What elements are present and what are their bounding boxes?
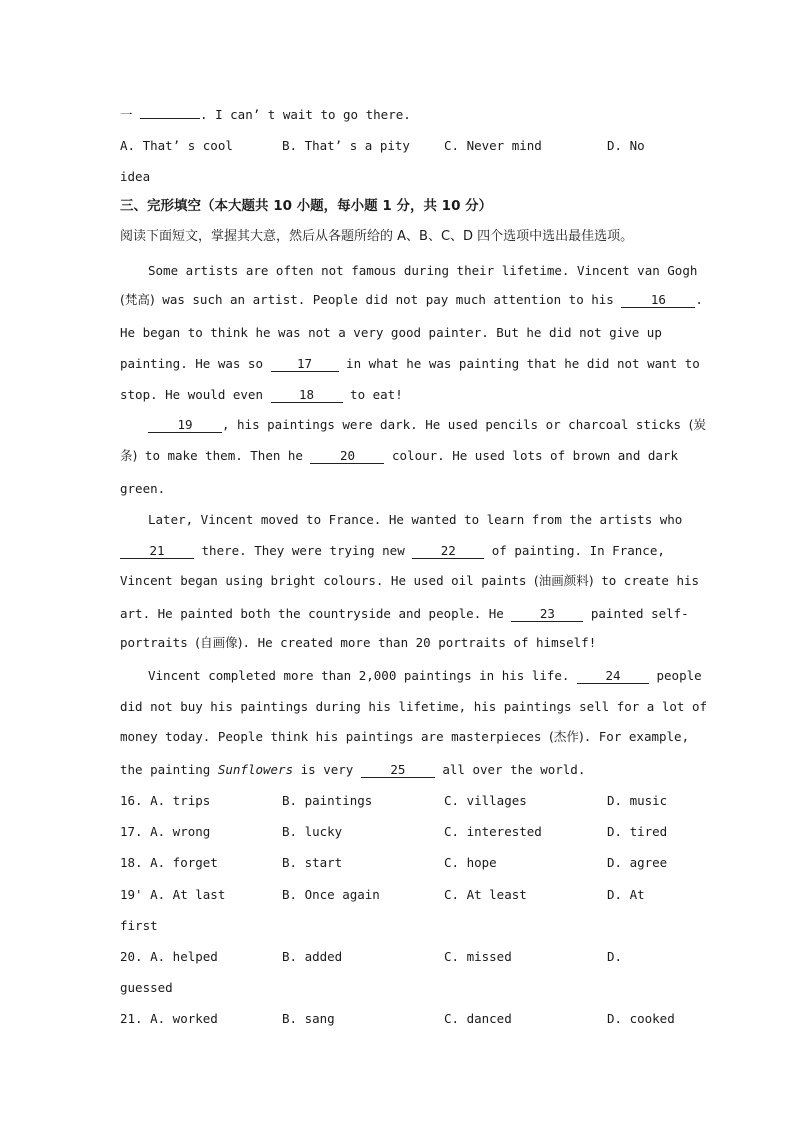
passage-line: He began to think he was not a very good painter. But he did not give up: [120, 325, 662, 340]
gloss: (自画像): [195, 635, 243, 650]
painting-title: Sunflowers: [217, 762, 294, 777]
passage-text: of painting. In France,: [484, 543, 665, 558]
q15-blank: [140, 118, 200, 119]
passage-line: [120, 292, 703, 308]
passage-text: Vincent completed more than 2,000 paintings in his life.: [148, 668, 577, 683]
gloss: (炭: [688, 417, 706, 432]
blank-21: 21: [120, 544, 194, 559]
question-17-d: D. tired: [607, 824, 668, 839]
passage-text: is very: [293, 762, 361, 777]
question-19-c: C. At least: [444, 887, 527, 902]
passage-line: [120, 356, 700, 372]
blank-18: 18: [271, 388, 343, 403]
passage-text: Vincent began using bright colours. He used oil paints: [120, 573, 534, 588]
passage-text: painting. He was so: [120, 356, 271, 371]
passage-text: all over the world.: [434, 762, 586, 777]
question-16-b: B. paintings: [282, 793, 373, 808]
passage-text: . For example,: [583, 729, 690, 744]
passage-line: [148, 668, 702, 684]
passage-line: [120, 387, 403, 403]
passage-text: . He created more than 20 portraits of himself!: [242, 635, 597, 650]
q15-option-c: C. Never mind: [444, 138, 542, 153]
question-20-a: 20. A. helped: [120, 949, 218, 964]
question-20-d: D.: [607, 949, 623, 964]
passage-text: portraits: [120, 635, 196, 650]
blank-25: 25: [361, 763, 435, 778]
question-20-b: B. added: [282, 949, 343, 964]
passage-text: to create his: [593, 573, 700, 588]
passage-line: Later, Vincent moved to France. He wanted to learn from the artists who: [148, 512, 683, 527]
question-18-d: D. agree: [607, 855, 668, 870]
passage-text: painted self-: [583, 606, 689, 621]
q15-option-d: D. No: [607, 138, 645, 153]
blank-24: 24: [577, 669, 649, 684]
question-18-c: C. hope: [444, 855, 497, 870]
question-21-d: D. cooked: [607, 1011, 675, 1026]
passage-line: [120, 762, 585, 778]
question-21-a: 21. A. worked: [120, 1011, 218, 1026]
passage-line: [120, 543, 665, 559]
q15-option-a: A. That’ s cool: [120, 138, 233, 153]
question-18-a: 18. A. forget: [120, 855, 218, 870]
question-17-b: B. lucky: [282, 824, 343, 839]
passage-line: [148, 417, 706, 433]
passage-line: Some artists are often not famous during their lifetime. Vincent van Gogh: [148, 263, 698, 278]
question-16-d: D. music: [607, 793, 668, 808]
question-20-d-wrap: guessed: [120, 980, 173, 995]
passage-line: [120, 606, 689, 622]
passage-line: [120, 448, 678, 464]
passage-line: [120, 635, 596, 651]
gloss: (杰作): [548, 729, 584, 744]
blank-22: 22: [412, 544, 484, 559]
q15-stem: [120, 107, 411, 123]
section-instruction: 阅读下面短文，掌握其大意，然后从各题所给的 A、B、C、D 四个选项中选出最佳选项。: [120, 229, 634, 244]
passage-line: did not buy his paintings during his lifetime, his paintings sell for a lot of: [120, 699, 707, 714]
passage-text: the painting: [120, 762, 218, 777]
passage-line: [120, 729, 689, 745]
q15-stem-text: . I can’ t wait to go there.: [200, 107, 411, 122]
q15-option-b: B. That’ s a pity: [282, 138, 410, 153]
passage-text: to eat!: [342, 387, 403, 402]
passage-text: money today. People think his paintings are masterpieces: [120, 729, 549, 744]
question-19-d: D. At: [607, 887, 645, 902]
blank-16: 16: [621, 293, 695, 308]
question-16-a: 16. A. trips: [120, 793, 211, 808]
section-heading: 三、完形填空（本大题共 10 小题，每小题 1 分，共 10 分）: [120, 198, 493, 214]
passage-text: was such an artist. People did not pay much attention to his: [154, 292, 622, 307]
passage-text: to make them. Then he: [137, 448, 311, 463]
blank-19: 19: [148, 418, 222, 433]
passage-line: [120, 573, 699, 589]
question-17-a: 17. A. wrong: [120, 824, 211, 839]
blank-20: 20: [310, 449, 384, 464]
question-19-d-wrap: first: [120, 918, 158, 933]
question-20-c: C. missed: [444, 949, 512, 964]
passage-text: stop. He would even: [120, 387, 271, 402]
passage-text: people: [648, 668, 702, 683]
passage-text: colour. He used lots of brown and dark: [384, 448, 678, 463]
gloss: 条): [120, 448, 138, 463]
question-18-b: B. start: [282, 855, 343, 870]
blank-23: 23: [511, 607, 583, 622]
gloss: (梵高): [120, 292, 155, 307]
question-21-b: B. sang: [282, 1011, 335, 1026]
question-19-b: B. Once again: [282, 887, 380, 902]
question-19-a: 19' A. At last: [120, 887, 226, 902]
question-16-c: C. villages: [444, 793, 527, 808]
passage-text: there. They were trying new: [194, 543, 413, 558]
passage-text: art. He painted both the countryside and people. He: [120, 606, 512, 621]
question-17-c: C. interested: [444, 824, 542, 839]
q15-option-d-wrap: idea: [120, 169, 151, 184]
gloss: (油画颜料): [533, 573, 594, 588]
passage-text: , his paintings were dark. He used pencils or charcoal sticks: [222, 417, 689, 432]
passage-text: in what he was painting that he did not want to: [338, 356, 700, 371]
passage-text: .: [695, 292, 703, 307]
passage-line: green.: [120, 481, 166, 496]
question-21-c: C. danced: [444, 1011, 512, 1026]
q15-dash: 一: [120, 107, 133, 122]
blank-17: 17: [271, 357, 339, 372]
